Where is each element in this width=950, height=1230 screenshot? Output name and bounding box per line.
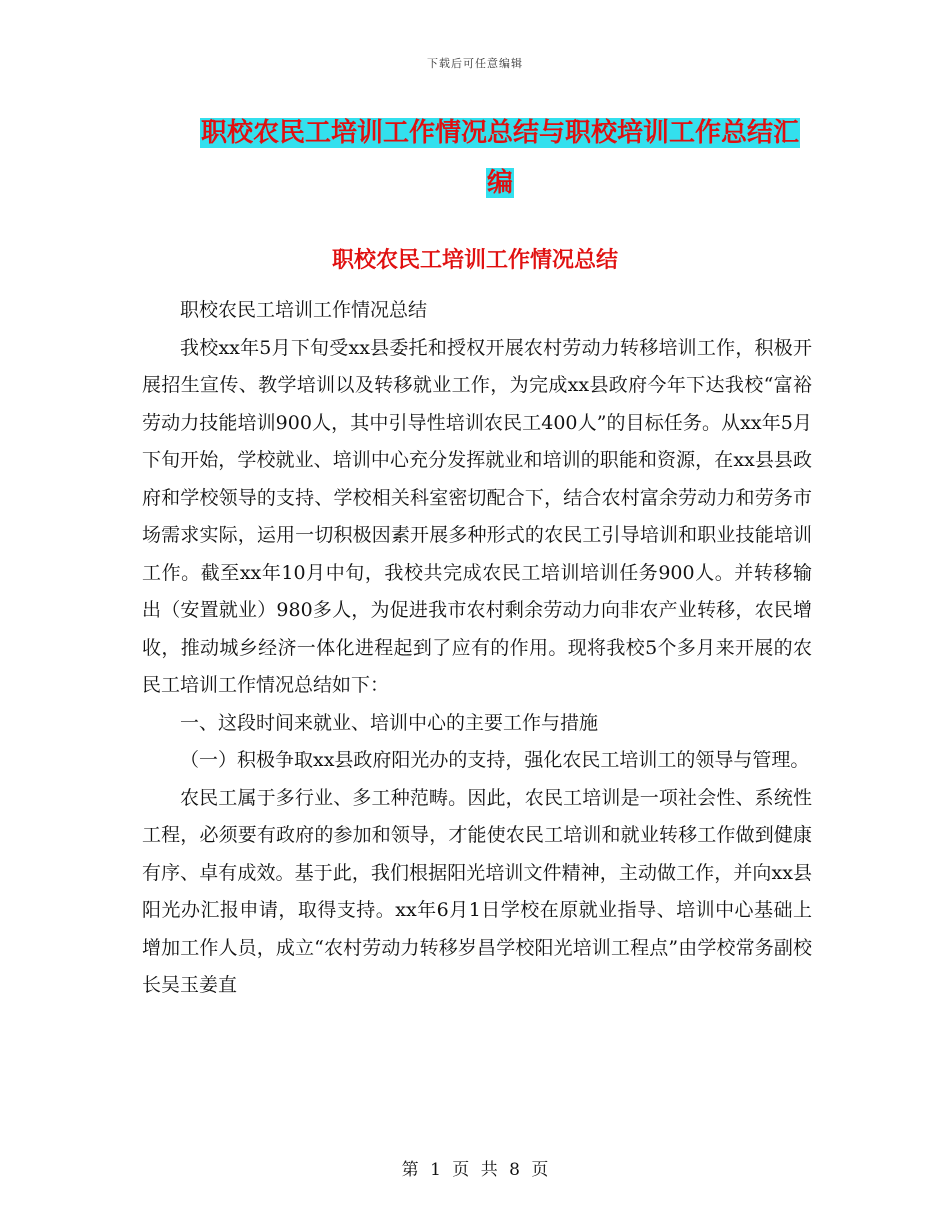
document-title-line1: 职校农民工培训工作情况总结与职校培训工作总结汇 <box>200 118 799 148</box>
page-header-note: 下载后可任意编辑 <box>427 57 523 70</box>
paragraph-heading: 一、这段时间来就业、培训中心的主要工作与措施 <box>180 711 599 734</box>
document-title-line2: 编 <box>486 168 513 198</box>
document-body <box>142 292 812 1005</box>
paragraph: 农民工属于多行业、多工种范畴。因此，农民工培训是一项社会性、系统性工程，必须要有政府的参加和领导，才能使农民工培训和就业转移工作做到健康有序、卓有成效。基于此，我们根据阳光培训文件精神，主动做工作，并向xx县阳光办汇报申请，取得支持。xx年6月1日学校在原就业指导、培训中心基础上增加工作人员，成立“农村劳动力转移岁昌学校阳光培训工程点”由学校常务副校长吴玉姜直 <box>142 786 812 996</box>
section-title: 职校农民工培训工作情况总结 <box>331 247 618 273</box>
paragraph: 我校xx年5月下旬受xx县委托和授权开展农村劳动力转移培训工作，积极开展招生宣传、教学培训以及转移就业工作，为完成xx县政府今年下达我校“富裕劳动力技能培训900人，其中引导性培训农民工400人”的目标任务。从xx年5月下旬开始，学校就业、培训中心充分发挥就业和培训的职能和资源，在xx县县政府和学校领导的支持、学校相关科室密切配合下，结合农村富余劳动力和劳务市场需求实际，运用一切积极因素开展多种形式的农民工引导培训和职业技能培训工作。截至xx年10月中旬，我校共完成农民工培训培训任务900人。并转移输出（安置就业）980多人，为促进我市农村剩余劳动力向非农产业转移，农民增收，推动城乡经济一体化进程起到了应有的作用。现将我校5个多月来开展的农民工培训工作情况总结如下： <box>142 336 812 696</box>
document-title <box>190 108 810 208</box>
paragraph-subheading: （一）积极争取xx县政府阳光办的支持，强化农民工培训工的领导与管理。 <box>180 749 810 771</box>
page-number-footer: 第 1 页 共 8 页 <box>401 1160 549 1180</box>
paragraph: 职校农民工培训工作情况总结 <box>180 299 428 321</box>
